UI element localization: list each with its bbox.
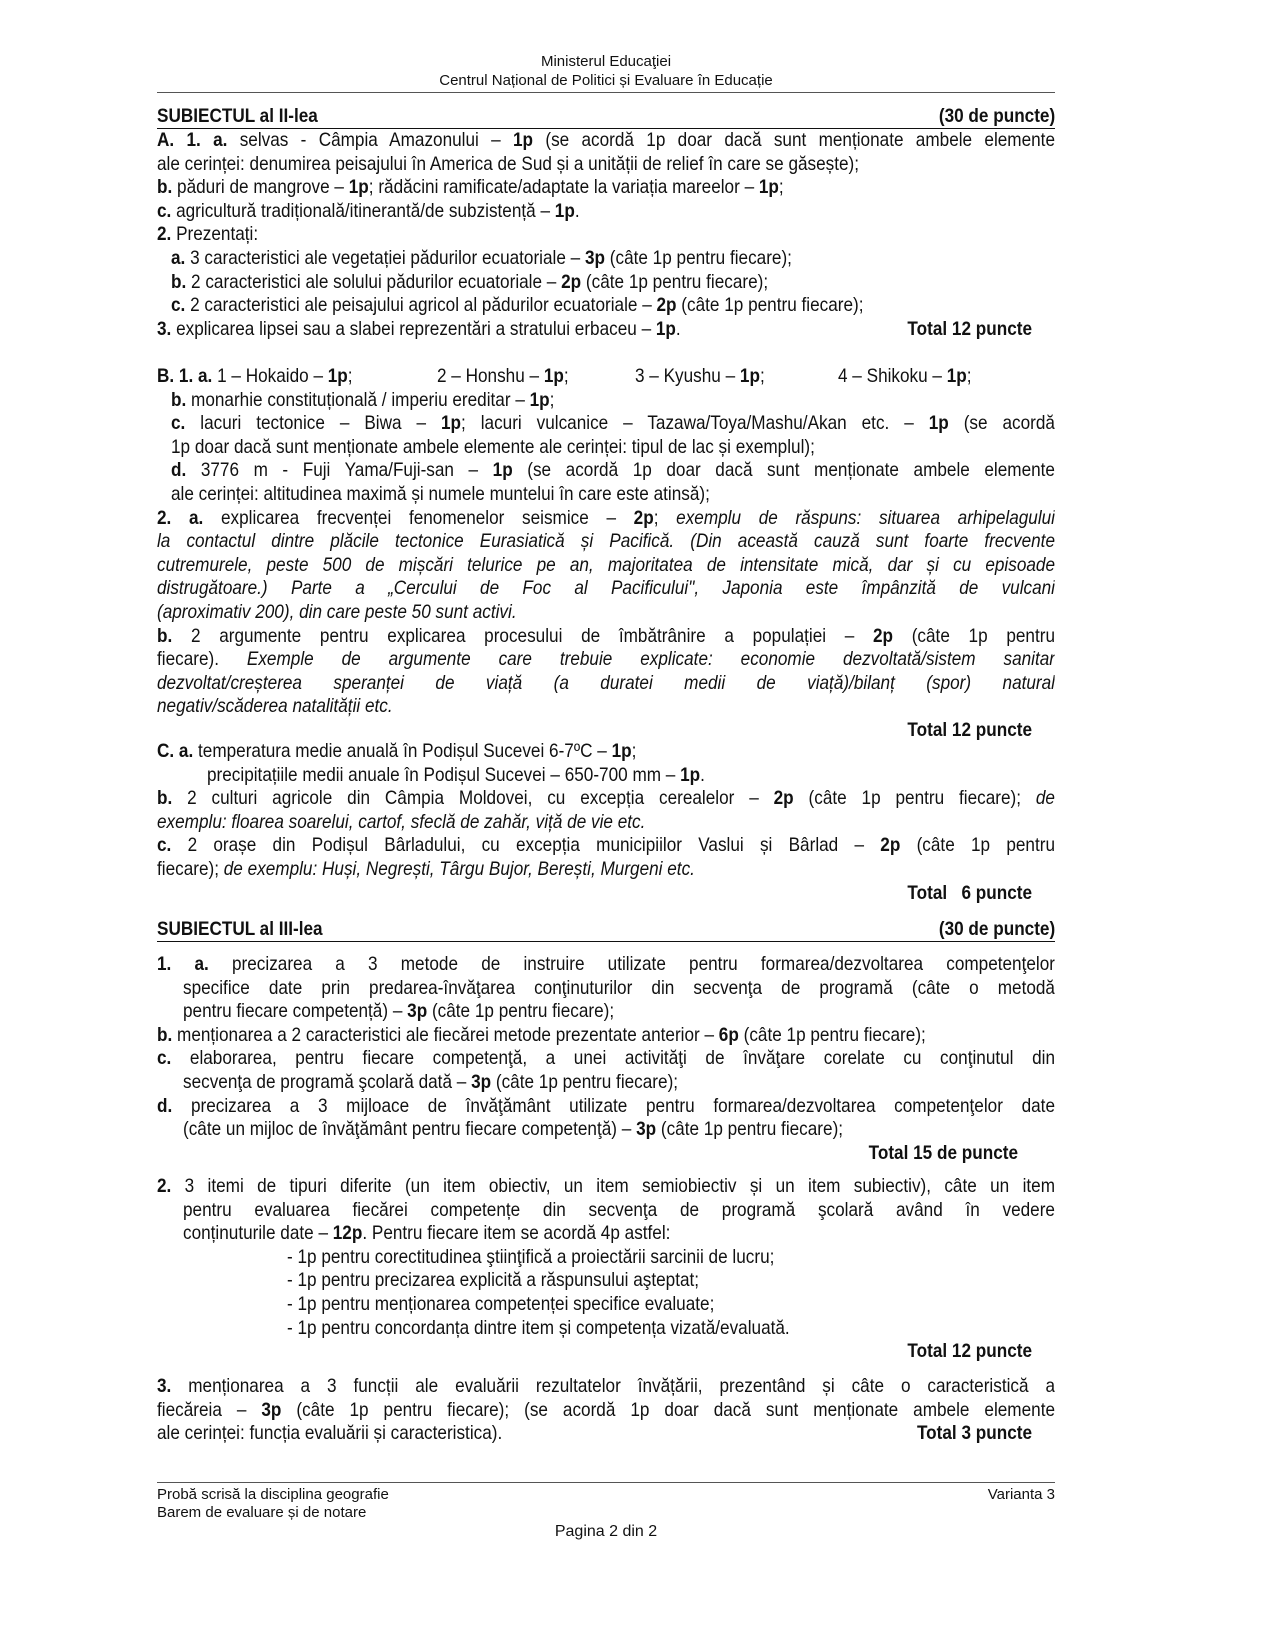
footer-exam: Probă scrisă la disciplina geografie (157, 1486, 389, 1503)
section-a (157, 129, 1055, 341)
text-line (157, 223, 1055, 247)
text-line (157, 625, 1055, 649)
bold-text: 3p (407, 1000, 428, 1023)
bold-text: 6p (718, 1023, 739, 1046)
bold-text: C. a. (157, 740, 194, 762)
text: ale cerinței: denumirea peisajului în America de Sud și a unității de relief în care se găsește); (157, 152, 860, 175)
text: - 1p pentru concordanța dintre item și competența vizată/evaluată. (286, 1316, 790, 1339)
item-3 (157, 1375, 1055, 1446)
text-line (157, 1142, 1055, 1166)
text: explicarea frecvenței fenomenelor seismice – (203, 506, 634, 529)
italic-text: cutremurele, peste 500 de mișcări telurice pe an, majoritatea de intensitate mică, dar și cu episoade (157, 553, 1055, 576)
text-line (157, 695, 1055, 719)
text: ; (631, 740, 637, 762)
text-line (157, 1199, 1055, 1223)
bold-text: 2p (872, 624, 894, 647)
text: agricultură tradițională/itinerantă/de subzistență – (171, 199, 555, 222)
text: - 1p pentru precizarea explicită a răspunsului aşteptat; (286, 1269, 700, 1292)
bold-text: c. (157, 1047, 172, 1070)
text: selvas - Câmpia Amazonului – (227, 129, 514, 151)
text: ; (653, 506, 677, 529)
text: (câte 1p pentru fiecare); (738, 1023, 926, 1046)
total-points: Total 15 de puncte (868, 1141, 1019, 1164)
bold-text: 1. a. (157, 953, 209, 975)
text: 1 – Hokaido – (212, 365, 328, 387)
section-heading-ii (157, 104, 1055, 129)
text-line (157, 1375, 1055, 1399)
text: ; rădăcini ramificate/adaptate la variația mareelor – (368, 176, 759, 199)
text: 3 itemi de tipuri diferite (un item obiectiv, un item semiobiectiv și un item subiectiv), câte un item (171, 1175, 1055, 1197)
text-line (157, 1118, 1055, 1142)
text-line (157, 129, 1055, 153)
text-line (157, 740, 1055, 764)
text: menționarea a 2 caracteristici ale fiecărei metode prezentate anterior – (172, 1023, 719, 1046)
text: temperatura medie anuală în Podișul Sucevei 6-7ºC – (193, 740, 612, 762)
text: precizarea a 3 metode de instruire utilizate pentru formarea/dezvoltarea competenţelor (208, 953, 1055, 975)
text: 2 culturi agricole din Câmpia Moldovei, cu excepția cerealelor – (172, 787, 774, 810)
text: 2 caracteristici ale peisajului agricol al pădurilor ecuatoriale – (185, 294, 657, 317)
section-b (157, 365, 1055, 743)
bold-text: b. (170, 388, 187, 411)
text: ; (563, 365, 569, 387)
text-line (157, 1269, 1055, 1293)
bold-text: 1p (946, 365, 967, 387)
text-line (157, 882, 1055, 906)
text-line (157, 1024, 1055, 1048)
bold-text: 1p (739, 365, 760, 387)
bold-text: A. 1. a. (157, 129, 228, 151)
italic-text: de exemplu: Huși, Negrești, Târgu Bujor, Berești, Murgeni etc. (223, 857, 695, 880)
bold-text: d. (170, 459, 187, 482)
text: specifice date prin predarea-învăţarea conţinuturilor din secvenţa de programă (câte o metodă (182, 976, 1055, 999)
bold-text: 1p (327, 365, 348, 387)
text: ale cerinței: funcția evaluării și caracteristica). (157, 1422, 503, 1445)
italic-text: Exemple de argumente care trebuie explicate: economie dezvoltată/sistem sanitar (246, 648, 1055, 671)
text: (câte 1p pentru (893, 624, 1055, 647)
text: ; (966, 365, 972, 387)
text: . (574, 199, 580, 222)
bold-text: b. (157, 624, 173, 647)
text: 2 orașe din Podișul Bârladului, cu excepția municipiilor Vaslui și Bârlad – (171, 834, 881, 857)
header-divider (157, 92, 1055, 93)
text-line (157, 811, 1055, 835)
text: menționarea a 3 funcții ale evaluării rezultatelor învățării, prezentând și câte o caracteristică a (171, 1375, 1055, 1397)
text: 3 – Kyushu – (634, 365, 740, 387)
text-line (157, 1246, 1055, 1270)
footer-divider (157, 1482, 1055, 1483)
bold-text: c. (157, 199, 172, 222)
italic-text: distrugătoare.) Parte a „Cercului de Foc al Pacificului", Japonia este împânzită de vulcani (157, 577, 1055, 600)
text-line (157, 483, 1055, 507)
bold-text: 1p (440, 412, 461, 435)
italic-text: de (1035, 787, 1055, 810)
footer-barem: Barem de evaluare și de notare (157, 1504, 367, 1521)
section-c (157, 740, 1055, 905)
total-points: Total 3 puncte (916, 1422, 1033, 1445)
text: 3776 m - Fuji Yama/Fuji-san – (186, 459, 493, 482)
text-line (157, 365, 1055, 389)
text: păduri de mangrove – (172, 176, 349, 199)
bold-text: 2. a. (157, 506, 204, 529)
bold-text: 2p (633, 506, 654, 529)
italic-text: exemplu: floarea soarelui, cartof, sfeclă de zahăr, viță de vie etc. (157, 810, 646, 833)
section-points: (30 de puncte) (938, 918, 1055, 940)
text-line (157, 577, 1055, 601)
text: . Pentru fiecare item se acordă 4p astfel: (362, 1222, 671, 1245)
bold-text: 1p (348, 176, 369, 199)
item-2 (157, 1175, 1055, 1364)
text: fiecare); (157, 857, 224, 880)
bold-text: 2p (880, 834, 901, 857)
bold-text: b. (157, 1023, 173, 1046)
bold-text: c. (170, 294, 186, 317)
text: (câte 1p pentru fiecare); (793, 787, 1036, 810)
bold-text: 3. (157, 1375, 172, 1397)
text-line (157, 834, 1055, 858)
ministry-name: Ministerul Educaţiei (540, 53, 672, 70)
bold-text: 3p (636, 1118, 657, 1141)
bold-text: B. 1. a. (157, 365, 213, 387)
text: - 1p pentru menționarea competenței specifice evaluate; (286, 1292, 715, 1315)
footer-variant: Varianta 3 (987, 1486, 1055, 1503)
text-line (157, 389, 1055, 413)
bold-text: 1p (492, 459, 513, 482)
text: ; (549, 388, 555, 411)
text-line (157, 648, 1055, 672)
text: (câte 1p pentru fiecare); (656, 1118, 844, 1141)
text: explicarea lipsei sau a slabei reprezentări a stratului erbaceu – (171, 317, 656, 340)
text: conținuturile date – (182, 1222, 333, 1245)
text-line (157, 953, 1055, 977)
text: (câte 1p pentru fiecare); (676, 294, 864, 317)
section-title: SUBIECTUL al II-lea (157, 105, 318, 127)
text-line (157, 1222, 1055, 1246)
text: . (675, 317, 681, 340)
bold-text: 3p (261, 1398, 282, 1421)
bold-text: 1p (928, 412, 949, 435)
italic-text: (aproximativ 200), din care peste 50 sunt activi. (157, 600, 517, 623)
text-line (157, 1422, 1055, 1446)
text: (câte un mijloc de învăţământ pentru fiecare competenţă) – (182, 1118, 637, 1141)
text: (câte 1p pentru fiecare); (se acordă 1p doar dacă sunt menționate ambele elemente (281, 1398, 1055, 1421)
bold-text: 1p (680, 763, 701, 786)
bold-text: 12p (332, 1222, 363, 1245)
text: lacuri tectonice – Biwa – (185, 412, 441, 435)
bold-text: d. (157, 1094, 173, 1117)
bold-text: 3p (471, 1070, 492, 1093)
italic-text: negativ/scăderea natalității etc. (157, 695, 393, 718)
text-line (157, 764, 1055, 788)
text: pentru evaluarea fiecărei competențe din secvenţa de programă şcolară având în vedere (182, 1198, 1055, 1221)
section-points: (30 de puncte) (938, 105, 1055, 127)
text: secvenţa de programă şcolară dată – (182, 1070, 472, 1093)
bold-text: 2. (157, 1175, 172, 1197)
section-title: SUBIECTUL al III-lea (157, 918, 323, 940)
text-line (157, 1399, 1055, 1423)
text-line (157, 1175, 1055, 1199)
bold-text: 3p (584, 246, 606, 269)
text: precipitațiile medii anuale în Podișul Sucevei – 650-700 mm – (206, 763, 681, 786)
text-line (157, 719, 1055, 743)
text-line (157, 247, 1055, 271)
bold-text: 1p (655, 317, 676, 340)
text: 1p doar dacă sunt menționate ambele elemente ale cerinței: tipul de lac și exemplul); (170, 435, 815, 458)
text: (se acordă (948, 412, 1055, 435)
text-line (157, 1071, 1055, 1095)
text-line (157, 271, 1055, 295)
bold-text: c. (170, 412, 186, 435)
item-1 (157, 953, 1055, 1165)
text-line (157, 318, 1055, 342)
text: monarhie constituțională / imperiu ereditar – (186, 388, 530, 411)
bold-text: 2p (656, 294, 677, 317)
text: precizarea a 3 mijloace de învăţământ utilizate pentru formarea/dezvoltarea competenţelor date (172, 1094, 1055, 1117)
text: elaborarea, pentru fiecare competenţă, a unei activităţi de învăţare corelate cu conţinutul din (171, 1047, 1055, 1070)
bold-text: 1p (554, 199, 575, 222)
text-line (157, 601, 1055, 625)
text: (se acordă 1p doar dacă sunt menționate ambele elemente (533, 129, 1055, 151)
text-line (157, 858, 1055, 882)
text-line (157, 153, 1055, 177)
page-number: Pagina 2 din 2 (554, 1523, 658, 1540)
bold-text: 2p (561, 270, 582, 293)
text-line (157, 436, 1055, 460)
text-line (157, 176, 1055, 200)
bold-text: 1p (529, 388, 550, 411)
text: . (700, 763, 705, 786)
text-line (157, 787, 1055, 811)
text-line (157, 412, 1055, 436)
text-line (157, 200, 1055, 224)
text: ; (778, 176, 784, 199)
text: (câte 1p pentru fiecare); (605, 246, 792, 269)
text: ; (347, 365, 353, 387)
bold-text: 3. (157, 317, 172, 340)
bold-text: a. (170, 246, 186, 269)
text-line (157, 294, 1055, 318)
bold-text: c. (157, 834, 172, 857)
text: (se acordă 1p doar dacă sunt menționate ambele elemente (512, 459, 1055, 482)
text: (câte 1p pentru fiecare); (491, 1070, 679, 1093)
text: fiecare). (157, 648, 247, 671)
center-name: Centrul Național de Politici și Evaluare în Educație (439, 72, 773, 89)
text-line (157, 554, 1055, 578)
bold-text: 1p (611, 740, 632, 762)
text-line (157, 459, 1055, 483)
text: 3 caracteristici ale vegetației pădurilor ecuatoriale – (185, 246, 585, 269)
text-line (157, 977, 1055, 1001)
bold-text: 1p (543, 365, 564, 387)
text-line (157, 1095, 1055, 1119)
text: 4 – Shikoku – (837, 365, 947, 387)
bold-text: b. (157, 787, 173, 810)
bold-text: b. (170, 270, 187, 293)
total-points: Total 12 puncte (907, 718, 1033, 741)
text: ale cerinței: altitudinea maximă și numele muntelui în care este atinsă); (170, 482, 710, 505)
italic-text: exemplu de răspuns: situarea arhipelagului (676, 506, 1055, 529)
text-line (157, 672, 1055, 696)
text-line (157, 1317, 1055, 1341)
section-heading-iii (157, 917, 1055, 942)
bold-text: b. (157, 176, 173, 199)
text: ; (759, 365, 765, 387)
bold-text: 2. (157, 223, 172, 246)
italic-text: la contactul dintre plăcile tectonice Eurasiatică și Pacifică. (Din această cauză sunt foarte frecvente (157, 530, 1055, 553)
text: 2 caracteristici ale solului pădurilor ecuatoriale – (186, 270, 562, 293)
text-line (157, 1293, 1055, 1317)
bold-text: 2p (773, 787, 794, 810)
text: (câte 1p pentru fiecare); (581, 270, 769, 293)
text: 2 argumente pentru explicarea procesului de îmbătrânire a populației – (172, 624, 873, 647)
text: fiecăreia – (157, 1398, 262, 1421)
bold-text: 1p (758, 176, 779, 199)
text: pentru fiecare competență) – (182, 1000, 408, 1023)
total-points: Total 12 puncte (907, 317, 1033, 340)
text: Prezentați: (171, 223, 259, 246)
bold-text: 1p (513, 129, 534, 151)
text: 2 – Honshu – (436, 365, 544, 387)
text: (câte 1p pentru fiecare); (427, 1000, 615, 1023)
text-line (157, 1047, 1055, 1071)
italic-text: dezvoltat/creșterea speranței de viață (a duratei medii de viață)/bilanț (spor) natural (157, 671, 1055, 694)
text: - 1p pentru corectitudinea ştiinţifică a proiectării sarcinii de lucru; (286, 1245, 775, 1268)
text-line (157, 507, 1055, 531)
text-line (157, 1000, 1055, 1024)
total-points: Total 6 puncte (907, 881, 1033, 904)
text: (câte 1p pentru (900, 834, 1055, 857)
text-line (157, 530, 1055, 554)
total-points: Total 12 puncte (907, 1340, 1033, 1363)
text: ; lacuri vulcanice – Tazawa/Toya/Mashu/Akan etc. – (460, 412, 929, 435)
text-line (157, 1340, 1055, 1364)
